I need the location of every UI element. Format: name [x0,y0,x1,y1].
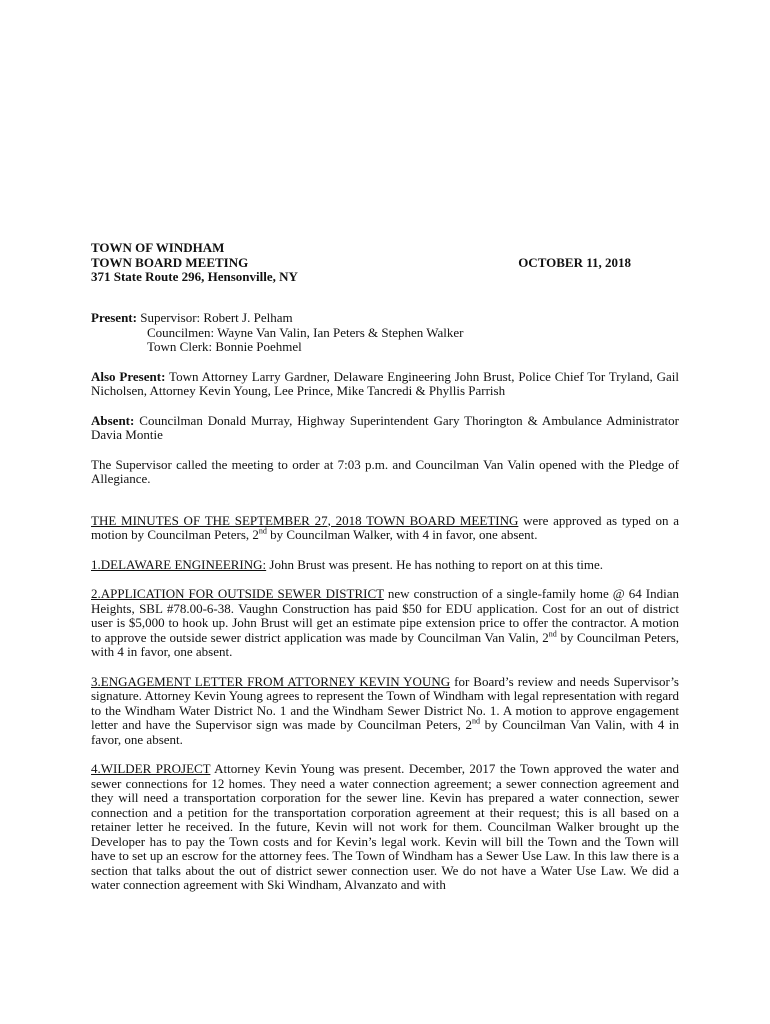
meeting-line [91,256,631,271]
meeting-address: 371 State Route 296, Hensonville, NY [91,269,298,284]
call-to-order: The Supervisor called the meeting to order at 7:03 p.m. and Councilman Van Valin opened with the Pledge of Allegiance. [91,456,679,486]
item4-text: Attorney Kevin Young was present. December, 2017 the Town approved the water and sewer connections for 12 homes. They need a water connection agreement; a sewer connection agreement and they will need a transportation corporation for the sewer line. Kevin has prepared a water connection, sewer connection and a petition for the transportation corporation agreement at their request; this is all based on a retainer letter he received. In the future, Kevin will not work for them. Councilman Walker brought up the Developer has to pay the Town costs and for Kevin’s legal work. Kevin will bill the Town and the Town will have to set up an escrow for the attorney fees. The Town of Windham has a Sewer Use Law. In this law there is a section that talks about the out of district sewer connection user. We do not have a Water Use Law. We did a water connection agreement with Ski Windham, Alvanzato and with [91,761,679,892]
town-name: TOWN OF WINDHAM [91,240,225,255]
minutes-sup: nd [258,526,267,536]
also-present-section [91,370,679,399]
item1-text: John Brust was present. He has nothing to report on at this time. [269,556,604,572]
item2-sup: nd [548,629,557,639]
present-label: Present: [91,310,137,325]
minutes-approval [91,514,679,543]
item3-text-b: by Councilman Van Valin, with 4 in favor, one absent. [91,717,679,747]
item1-heading: 1.DELAWARE ENGINEERING: [91,556,267,572]
absent-label: Absent: [91,412,135,428]
item2-text-b: by Councilman Peters, with 4 in favor, one absent. [91,629,679,659]
meeting-title: TOWN BOARD MEETING [91,254,249,270]
item2-text-a: new construction of a single-family home @ 64 Indian Heights, SBL #78.00-6-38. Vaughn Construction has paid $50 for EDU application. Cost for an out of district user is $5,000 to hook up. John Brust will get an estimate pipe extension price to offer the contractor. A motion to approve the outside sewer district application was made by Councilman Van Valin, 2 [91,586,680,645]
item-delaware-engineering [91,558,679,573]
present-section [91,311,679,355]
minutes-text-b: by Councilman Walker, with 4 in favor, one absent. [270,527,538,542]
present-councilmen: Councilmen: Wayne Van Valin, Ian Peters & Stephen Walker [147,324,464,340]
present-supervisor: Supervisor: Robert J. Pelham [140,310,293,325]
item-wilder-project [91,762,679,893]
minutes-text-a: were approved as typed on a motion by Councilman Peters, 2 [91,512,680,542]
absent-section [91,414,679,443]
item2-heading: 2.APPLICATION FOR OUTSIDE SEWER DISTRICT [91,586,384,601]
meeting-date: OCTOBER 11, 2018 [518,254,631,270]
item4-heading: 4.WILDER PROJECT [91,761,211,776]
present-clerk: Town Clerk: Bonnie Poehmel [147,339,302,354]
absent-text: Councilman Donald Murray, Highway Superintendent Gary Thorington & Ambulance Administrator Davia Montie [91,412,680,442]
minutes-body [91,311,679,893]
item-engagement-letter [91,675,679,748]
also-present-text: Town Attorney Larry Gardner, Delaware Engineering John Brust, Police Chief Tor Tryland, Gail Nicholsen, Attorney Kevin Young, Lee Prince, Mike Tancredi & Phyllis Parrish [91,368,679,398]
item3-text-a: for Board’s review and needs Supervisor’s signature. Attorney Kevin Young agrees to represent the Town of Windham with legal representation with regard to the Windham Water District No. 1 and the Windham Sewer District No. 1. A motion to approve engagement letter and have the Supervisor sign was made by Councilman Peters, 2 [91,673,679,732]
item3-heading: 3.ENGAGEMENT LETTER FROM ATTORNEY KEVIN YOUNG [91,673,451,689]
minutes-heading: THE MINUTES OF THE SEPTEMBER 27, 2018 TOWN BOARD MEETING [91,512,519,528]
also-present-label: Also Present: [91,368,166,384]
item3-sup: nd [472,716,481,726]
item-outside-sewer-district [91,587,679,660]
document-header [91,241,631,285]
